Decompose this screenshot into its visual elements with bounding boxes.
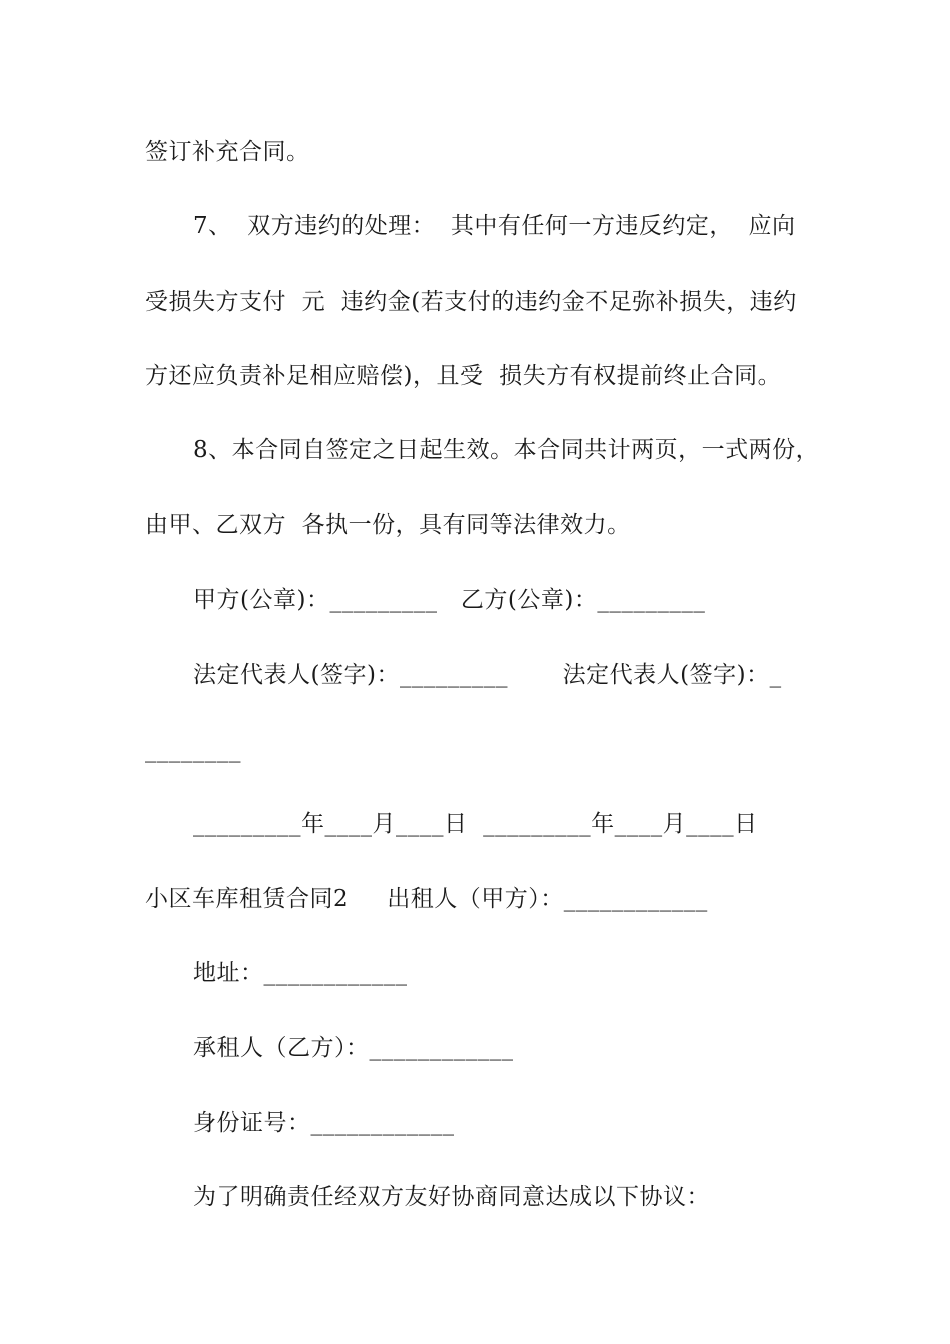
legal-representative-continuation: ________ bbox=[145, 737, 241, 763]
id-number-line: 身份证号：____________ bbox=[193, 1110, 455, 1136]
date-line: _________年____月____日 _________年____月____日 bbox=[193, 811, 758, 837]
clause-7-line-1: 7、 双方违约的处理： 其中有任何一方违反约定， 应向 bbox=[193, 213, 796, 239]
agreement-intro-line: 为了明确责任经双方友好协商同意达成以下协议： bbox=[193, 1184, 710, 1210]
lessee-line: 承租人（乙方）：____________ bbox=[193, 1035, 514, 1061]
legal-representative-line: 法定代表人(签字)：_________ 法定代表人(签字)：_ bbox=[193, 662, 782, 688]
contract-2-title-line: 小区车库租赁合同2 出租人（甲方）：____________ bbox=[145, 886, 708, 912]
clause-8-line-2: 由甲、乙双方 各执一份，具有同等法律效力。 bbox=[145, 512, 631, 538]
clause-8-line-1: 8、本合同自签定之日起生效。本合同共计两页，一式两份， bbox=[193, 437, 820, 463]
clause-7-line-3: 方还应负责补足相应赔偿)，且受 损失方有权提前终止合同。 bbox=[145, 363, 782, 389]
seal-signature-line: 甲方(公章)：_________ 乙方(公章)：_________ bbox=[193, 587, 706, 613]
address-line: 地址：____________ bbox=[193, 960, 408, 986]
clause-7-line-2: 受损失方支付 元 违约金(若支付的违约金不足弥补损失，违约 bbox=[145, 289, 797, 315]
paragraph-line: 签订补充合同。 bbox=[145, 139, 310, 165]
